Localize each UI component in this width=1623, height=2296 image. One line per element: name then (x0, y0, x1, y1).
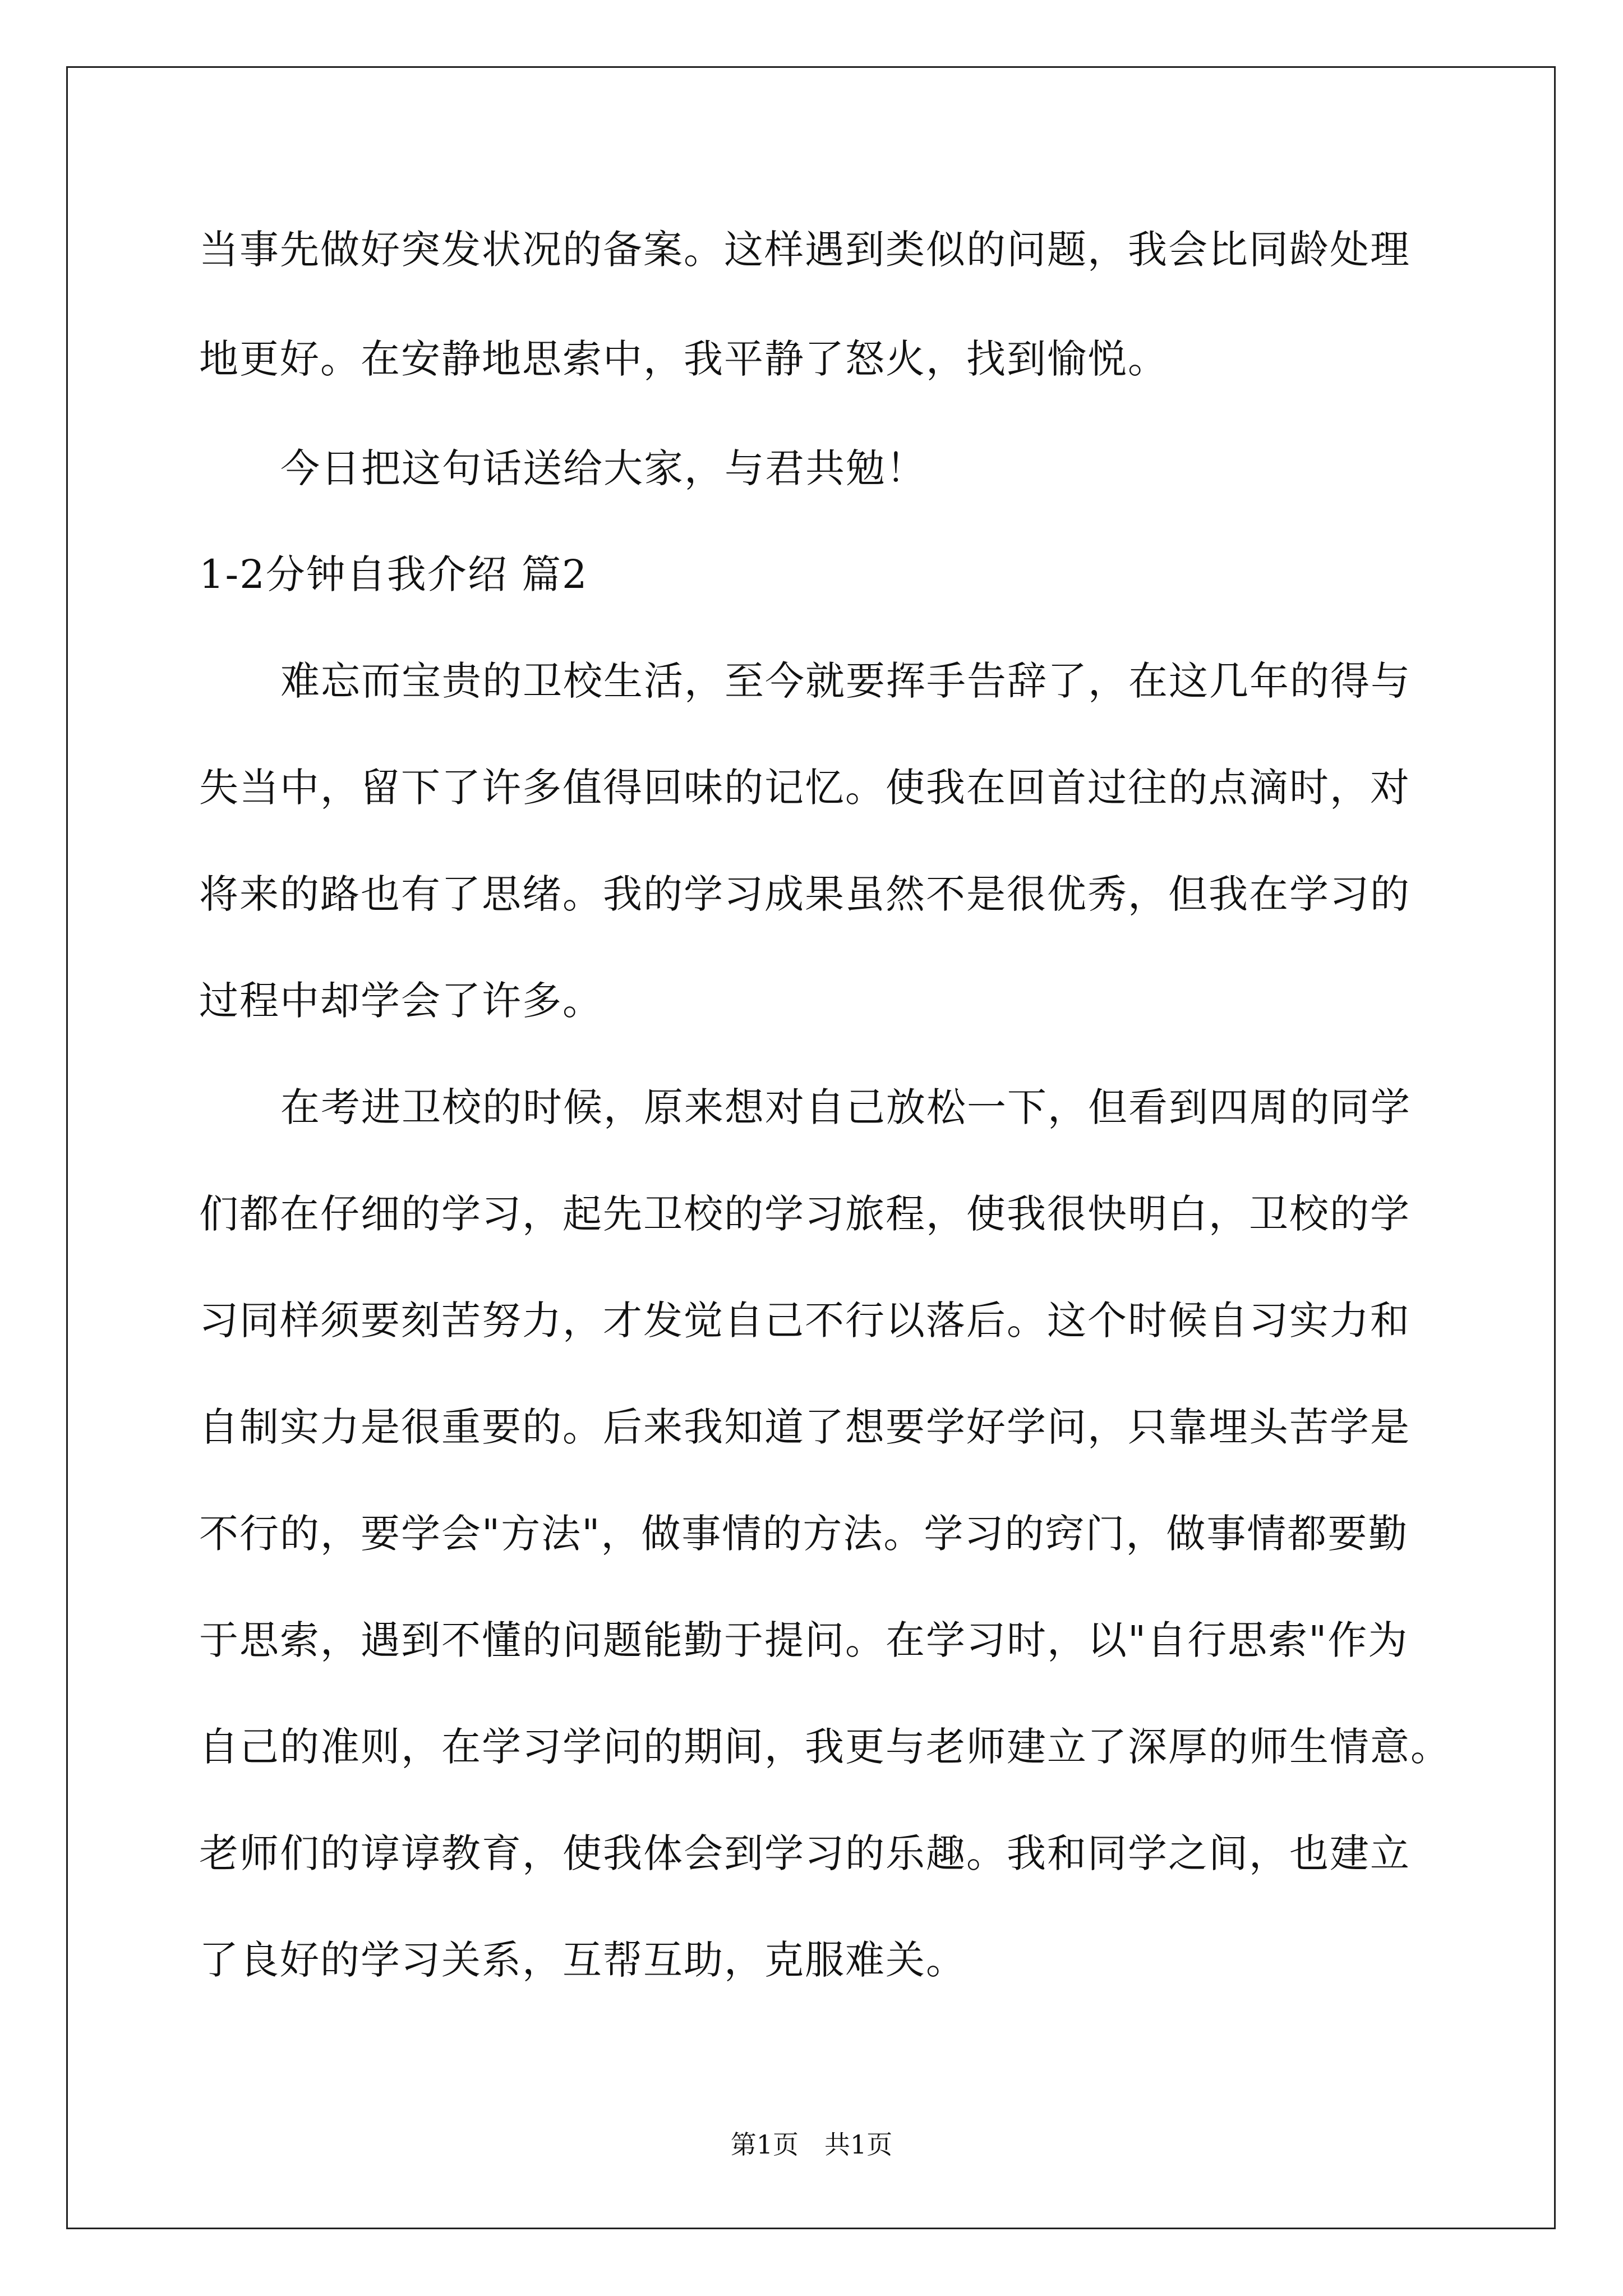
paragraph-4-line-6: 于思索，遇到不懂的问题能勤于提问。在学习时，以"自行思索"作为 (199, 1617, 1409, 1663)
paragraph-4-line-4: 自制实力是很重要的。后来我知道了想要学好学问，只靠埋头苦学是 (199, 1404, 1410, 1450)
paragraph-3-line-4: 过程中却学会了许多。 (199, 978, 603, 1024)
paragraph-3-line-1: 难忘而宝贵的卫校生活，至今就要挥手告辞了，在这几年的得与 (280, 658, 1411, 704)
paragraph-1-line-1: 当事先做好突发状况的备案。这样遇到类似的问题，我会比同龄处理 (199, 227, 1410, 273)
paragraph-1-line-2: 地更好。在安静地思索中，我平静了怒火，找到愉悦。 (199, 336, 1168, 382)
paragraph-4-line-7: 自己的准则，在学习学问的期间，我更与老师建立了深厚的师生情意。 (199, 1724, 1451, 1770)
paragraph-4-line-3: 习同样须要刻苦努力，才发觉自己不行以落后。这个时候自习实力和 (199, 1297, 1410, 1343)
section-heading: 1-2分钟自我介绍 篇2 (199, 551, 588, 597)
paragraph-3-line-3: 将来的路也有了思绪。我的学习成果虽然不是很优秀，但我在学习的 (199, 871, 1410, 917)
page-border (66, 66, 1556, 2229)
paragraph-3-line-2: 失当中，留下了许多值得回味的记忆。使我在回首过往的点滴时，对 (199, 765, 1410, 811)
paragraph-2-line-1: 今日把这句话送给大家，与君共勉！ (280, 445, 926, 491)
paragraph-4-line-2: 们都在仔细的学习，起先卫校的学习旅程，使我很快明白，卫校的学 (199, 1191, 1410, 1237)
paragraph-4-line-5: 不行的，要学会"方法"，做事情的方法。学习的窍门，做事情都要勤 (199, 1511, 1409, 1557)
page-footer: 第1页 共1页 (730, 2129, 893, 2160)
paragraph-4-line-8: 老师们的谆谆教育，使我体会到学习的乐趣。我和同学之间，也建立 (199, 1830, 1410, 1876)
paragraph-4-line-1: 在考进卫校的时候，原来想对自己放松一下，但看到四周的同学 (280, 1084, 1411, 1130)
paragraph-4-line-9: 了良好的学习关系，互帮互助，克服难关。 (199, 1937, 966, 1983)
